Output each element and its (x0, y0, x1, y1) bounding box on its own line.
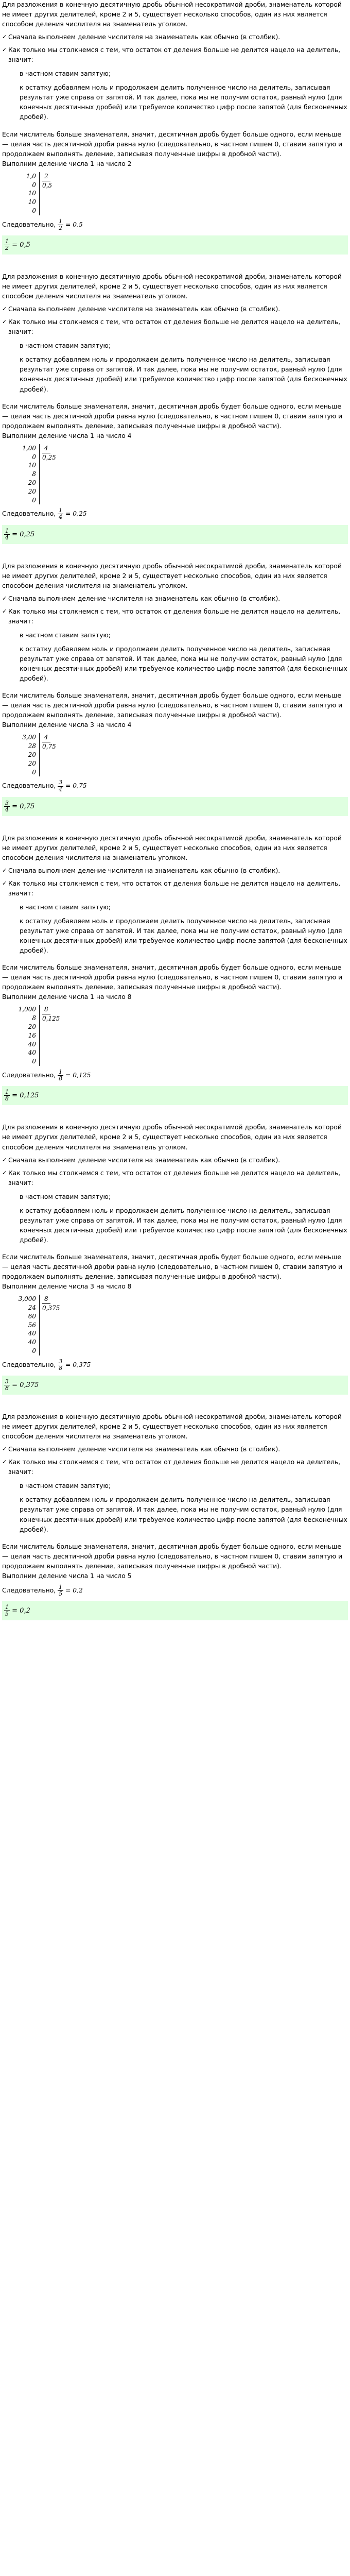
division-dividend-column (6, 1295, 39, 1355)
long-division (6, 444, 348, 505)
step-text: Как только мы столкнемся с тем, что остаток от деления больше не делится нацело на делитель, значит: (8, 46, 341, 64)
quotient: 0,25 (42, 453, 56, 461)
answer-denominator: 8 (5, 1385, 9, 1392)
sub-step: к остатку добавляем ноль и продолжаем делить полученное число на делитель, записывая результат уже справа от запятой. И так далее, пока мы не получим остаток, равный нулю (для конечных десятичных дробей) или требуемое количество цифр после запятой (для бесконечных дробей). (20, 84, 347, 121)
result-line (2, 1584, 348, 1597)
sub-step: в частном ставим запятую; (20, 1482, 111, 1490)
answer-denominator: 8 (5, 1095, 9, 1103)
division-row: 40 (28, 1338, 36, 1346)
steps-list (2, 1445, 348, 1534)
task-line: Выполним деление числа 1 на число 5 (2, 1572, 132, 1580)
example-block (2, 0, 348, 272)
fraction (58, 1584, 63, 1597)
answer-fraction (4, 1604, 10, 1617)
division-dividend-column (6, 172, 39, 215)
equals-sign: = (65, 782, 71, 790)
step-item (2, 607, 348, 684)
answer-box: $\frac{1}{2}$ = 0,5 (2, 235, 348, 255)
result-line (2, 507, 348, 520)
step-text: Как только мы столкнемся с тем, что остаток от деления больше не делится нацело на делитель, значит: (8, 1169, 341, 1187)
division-divisor-column (39, 444, 348, 505)
intro-paragraph: Для разложения в конечную десятичную дробь обычной несократимой дроби, знаменатель которой не имеет других делителей, кроме 2 и 5, существует несколько способов, один из них является способом деления числителя на знаменатель уголком. (2, 1124, 342, 1151)
sub-step: к остатку добавляем ноль и продолжаем делить полученное число на делитель, записывая результат уже справа от запятой. И так далее, пока мы не получим остаток, равный нулю (для конечных десятичных дробей) или требуемое количество цифр после запятой (для бесконечных дробей). (20, 646, 347, 683)
step-item (2, 1156, 348, 1165)
answer-box: $\frac{1}{8}$ = 0,125 (2, 1086, 348, 1105)
sub-step: в частном ставим запятую; (20, 70, 111, 78)
fraction (58, 507, 63, 520)
step-item (2, 1445, 348, 1454)
answer-numerator: 3 (5, 1378, 9, 1385)
division-row: 0 (32, 453, 36, 461)
division-row: 0 (32, 1058, 36, 1065)
answer-fraction (4, 1379, 10, 1392)
sub-step: к остатку добавляем ноль и продолжаем делить полученное число на делитель, записывая результат уже справа от запятой. И так далее, пока мы не получим остаток, равный нулю (для конечных десятичных дробей) или требуемое количество цифр после запятой (для бесконечных дробей). (20, 356, 347, 393)
numerator: 3 (59, 779, 63, 786)
step-item (2, 594, 348, 604)
division-divisor-column (39, 1295, 348, 1355)
result-prefix: Следовательно, (2, 1072, 56, 1079)
step-text: Сначала выполняем деление числителя на знаменатель как обычно (в столбик). (8, 1446, 281, 1453)
intro-paragraph: Для разложения в конечную десятичную дробь обычной несократимой дроби, знаменатель которой не имеет других делителей, кроме 2 и 5, существует несколько способов, один из них является способом деления числителя на знаменатель уголком. (2, 1413, 342, 1440)
quotient: 0,5 (42, 181, 52, 189)
division-row: 1,0 (26, 172, 36, 180)
conclusion-paragraph: Если числитель больше знаменателя, значит, десятичная дробь будет больше одного, если меньше — целая часть десятичной дроби равна нулю (следовательно, в частном пишем 0, ставим запятую и продолжаем выполнять деление, записывая полученные цифры в дробной части). (2, 692, 343, 719)
step-text: Как только мы столкнемся с тем, что остаток от деления больше не делится нацело на делитель, значит: (8, 1459, 341, 1476)
numerator: 1 (59, 507, 63, 514)
sub-step: к остатку добавляем ноль и продолжаем делить полученное число на делитель, записывая результат уже справа от запятой. И так далее, пока мы не получим остаток, равный нулю (для конечных десятичных дробей) или требуемое количество цифр после запятой (для бесконечных дробей). (20, 1496, 347, 1533)
result-line (2, 218, 348, 231)
division-divisor-column (39, 733, 348, 776)
answer-numerator: 1 (5, 1089, 9, 1096)
equals-sign: = (65, 510, 71, 518)
divisor: 4 (42, 444, 50, 453)
step-item (2, 32, 348, 42)
division-row: 0 (32, 1347, 36, 1354)
result-prefix: Следовательно, (2, 782, 56, 790)
division-row: 24 (28, 1303, 36, 1311)
result-value: 0,75 (73, 782, 87, 790)
step-item (2, 866, 348, 876)
step-item (2, 879, 348, 956)
division-row: 60 (28, 1312, 36, 1320)
division-row: 1,00 (22, 444, 36, 452)
denominator: 8 (59, 1075, 63, 1082)
division-row: 0 (32, 207, 36, 214)
answer-fraction (4, 528, 10, 541)
answer-fraction (4, 239, 10, 251)
fraction (58, 1359, 63, 1371)
conclusion-paragraph: Если числитель больше знаменателя, значит, десятичная дробь будет больше одного, если меньше — целая часть десятичной дроби равна нулю (следовательно, в частном пишем 0, ставим запятую и продолжаем выполнять деление, записывая полученные цифры в дробной части). (2, 130, 343, 158)
result-prefix: Следовательно, (2, 1586, 56, 1594)
division-row: 16 (28, 1031, 36, 1039)
intro-paragraph: Для разложения в конечную десятичную дробь обычной несократимой дроби, знаменатель которой не имеет других делителей, кроме 2 и 5, существует несколько способов, один из них является способом деления числителя на знаменатель уголком. (2, 834, 342, 861)
task-line: Выполним деление числа 1 на число 2 (2, 160, 132, 167)
sub-step: в частном ставим запятую; (20, 1193, 111, 1200)
denominator: 4 (59, 514, 63, 521)
result-line (2, 779, 348, 792)
division-row: 3,00 (22, 734, 36, 741)
task-line: Выполним деление числа 3 на число 8 (2, 1283, 132, 1291)
answer-numerator: 1 (5, 238, 9, 245)
answer-box: $\frac{1}{5}$ = 0,2 (2, 1601, 348, 1620)
division-row: 40 (28, 1040, 36, 1048)
division-dividend-column (6, 1005, 39, 1066)
sub-step: в частном ставим запятую; (20, 904, 111, 911)
divisor: 2 (42, 172, 50, 181)
steps-list (2, 1156, 348, 1245)
step-item (2, 317, 348, 394)
division-row: 10 (28, 190, 36, 197)
step-text: Сначала выполняем деление числителя на знаменатель как обычно (в столбик). (8, 867, 281, 874)
quotient: 0,75 (42, 743, 56, 751)
conclusion-paragraph: Если числитель больше знаменателя, значит, десятичная дробь будет больше одного, если меньше — целая часть десятичной дроби равна нулю (следовательно, в частном пишем 0, ставим запятую и продолжаем выполнять деление, записывая полученные цифры в дробной части). (2, 1253, 343, 1281)
step-item (2, 304, 348, 314)
answer-numerator: 3 (5, 799, 9, 806)
long-division (6, 172, 348, 215)
division-row: 3,000 (18, 1295, 36, 1303)
answer-fraction (4, 1089, 10, 1102)
steps-list (2, 32, 348, 122)
equals-sign: = (65, 221, 71, 228)
long-division (6, 733, 348, 776)
answer-fraction (4, 800, 10, 813)
example-block (2, 272, 348, 562)
example-block (2, 1412, 348, 1638)
answer-value: 0,2 (20, 1607, 30, 1615)
numerator: 1 (59, 1583, 63, 1590)
step-text: Сначала выполняем деление числителя на знаменатель как обычно (в столбик). (8, 595, 281, 602)
divisor: 4 (42, 733, 50, 742)
division-row: 20 (28, 759, 36, 767)
division-row: 8 (32, 1014, 36, 1022)
result-prefix: Следовательно, (2, 1361, 56, 1368)
result-prefix: Следовательно, (2, 510, 56, 518)
denominator: 8 (59, 1364, 63, 1371)
fraction (58, 218, 63, 231)
numerator: 3 (59, 1358, 63, 1365)
result-prefix: Следовательно, (2, 221, 56, 228)
step-item (2, 1458, 348, 1534)
sub-step: к остатку добавляем ноль и продолжаем делить полученное число на делитель, записывая результат уже справа от запятой. И так далее, пока мы не получим остаток, равный нулю (для конечных десятичных дробей) или требуемое количество цифр после запятой (для бесконечных дробей). (20, 1207, 347, 1244)
task-line: Выполним деление числа 3 на число 4 (2, 721, 132, 729)
sub-step: к остатку добавляем ноль и продолжаем делить полученное число на делитель, записывая результат уже справа от запятой. И так далее, пока мы не получим остаток, равный нулю (для конечных десятичных дробей) или требуемое количество цифр после запятой (для бесконечных дробей). (20, 918, 347, 955)
result-value: 0,25 (73, 510, 87, 518)
division-dividend-column (6, 444, 39, 505)
division-row: 0 (32, 496, 36, 504)
step-text: Как только мы столкнемся с тем, что остаток от деления больше не делится нацело на делитель, значит: (8, 318, 341, 336)
answer-box: $\frac{3}{8}$ = 0,375 (2, 1376, 348, 1395)
result-line (2, 1359, 348, 1371)
sub-step: в частном ставим запятую; (20, 632, 111, 639)
division-row: 40 (28, 1049, 36, 1057)
answer-denominator: 4 (5, 534, 9, 541)
answer-value: 0,25 (20, 530, 35, 538)
answer-box: $\frac{1}{4}$ = 0,25 (2, 525, 348, 544)
sub-step: в частном ставим запятую; (20, 342, 111, 350)
answer-denominator: 5 (5, 1611, 9, 1618)
step-item (2, 45, 348, 122)
divisor: 8 (42, 1295, 50, 1304)
result-value: 0,2 (73, 1586, 83, 1594)
step-item (2, 1168, 348, 1245)
division-row: 8 (32, 470, 36, 478)
equals-sign: = (65, 1072, 71, 1079)
steps-list (2, 866, 348, 956)
example-block (2, 1123, 348, 1412)
division-row: 28 (28, 742, 36, 750)
conclusion-paragraph: Если числитель больше знаменателя, значит, десятичная дробь будет больше одного, если меньше — целая часть десятичной дроби равна нулю (следовательно, в частном пишем 0, ставим запятую и продолжаем выполнять деление, записывая полученные цифры в дробной части). (2, 964, 343, 991)
fraction (58, 1069, 63, 1082)
intro-paragraph: Для разложения в конечную десятичную дробь обычной несократимой дроби, знаменатель которой не имеет других делителей, кроме 2 и 5, существует несколько способов, один из них является способом деления числителя на знаменатель уголком. (2, 1, 342, 28)
denominator: 2 (59, 224, 63, 231)
result-value: 0,5 (73, 221, 83, 228)
division-row: 10 (28, 198, 36, 206)
result-line (2, 1069, 348, 1082)
division-row: 20 (28, 479, 36, 486)
task-line: Выполним деление числа 1 на число 4 (2, 432, 132, 439)
divisor: 8 (42, 1005, 50, 1014)
intro-paragraph: Для разложения в конечную десятичную дробь обычной несократимой дроби, знаменатель которой не имеет других делителей, кроме 2 и 5, существует несколько способов, один из них является способом деления числителя на знаменатель уголком. (2, 562, 342, 589)
division-row: 56 (28, 1321, 36, 1329)
answer-denominator: 2 (5, 244, 9, 251)
conclusion-paragraph: Если числитель больше знаменателя, значит, десятичная дробь будет больше одного, если меньше — целая часть десятичной дроби равна нулю (следовательно, в частном пишем 0, ставим запятую и продолжаем выполнять деление, записывая полученные цифры в дробной части). (2, 402, 343, 430)
answer-denominator: 4 (5, 806, 9, 813)
division-dividend-column (6, 733, 39, 776)
division-row: 20 (28, 751, 36, 759)
equals-sign: = (65, 1361, 71, 1368)
numerator: 1 (59, 1069, 63, 1076)
numerator: 1 (59, 217, 63, 225)
answer-numerator: 1 (5, 527, 9, 534)
example-block (2, 834, 348, 1123)
intro-paragraph: Для разложения в конечную десятичную дробь обычной несократимой дроби, знаменатель которой не имеет других делителей, кроме 2 и 5, существует несколько способов, один из них является способом деления числителя на знаменатель уголком. (2, 273, 342, 300)
denominator: 4 (59, 786, 63, 793)
answer-numerator: 1 (5, 1603, 9, 1611)
step-text: Как только мы столкнемся с тем, что остаток от деления больше не делится нацело на делитель, значит: (8, 879, 341, 897)
division-row: 1,000 (18, 1006, 36, 1013)
division-row: 0 (32, 181, 36, 189)
division-row: 0 (32, 768, 36, 776)
steps-list (2, 304, 348, 394)
long-division (6, 1295, 348, 1355)
division-row: 40 (28, 1330, 36, 1337)
step-text: Сначала выполняем деление числителя на знаменатель как обычно (в столбик). (8, 306, 281, 313)
long-division (6, 1005, 348, 1066)
example-block (2, 562, 348, 834)
answer-value: 0,125 (20, 1092, 39, 1100)
examples-container (2, 0, 348, 1638)
denominator: 5 (59, 1590, 63, 1597)
answer-box: $\frac{3}{4}$ = 0,75 (2, 797, 348, 816)
result-value: 0,125 (73, 1072, 91, 1079)
division-row: 10 (28, 462, 36, 469)
step-text: Сначала выполняем деление числителя на знаменатель как обычно (в столбик). (8, 33, 281, 41)
result-value: 0,375 (73, 1361, 91, 1368)
steps-list (2, 594, 348, 684)
task-line: Выполним деление числа 1 на число 8 (2, 993, 132, 1001)
quotient: 0,125 (42, 1015, 60, 1023)
conclusion-paragraph: Если числитель больше знаменателя, значит, десятичная дробь будет больше одного, если меньше — целая часть десятичной дроби равна нулю (следовательно, в частном пишем 0, ставим запятую и продолжаем выполнять деление, записывая полученные цифры в дробной части). (2, 1543, 343, 1570)
answer-value: 0,5 (20, 241, 30, 249)
step-text: Как только мы столкнемся с тем, что остаток от деления больше не делится нацело на делитель, значит: (8, 607, 341, 625)
division-row: 20 (28, 487, 36, 495)
division-divisor-column (39, 1005, 348, 1066)
quotient: 0,375 (42, 1304, 60, 1312)
division-row: 20 (28, 1023, 36, 1031)
fraction (58, 779, 63, 792)
division-divisor-column (39, 172, 348, 215)
step-text: Сначала выполняем деление числителя на знаменатель как обычно (в столбик). (8, 1156, 281, 1164)
answer-value: 0,75 (20, 802, 35, 810)
equals-sign: = (65, 1586, 71, 1594)
answer-value: 0,375 (20, 1381, 39, 1389)
